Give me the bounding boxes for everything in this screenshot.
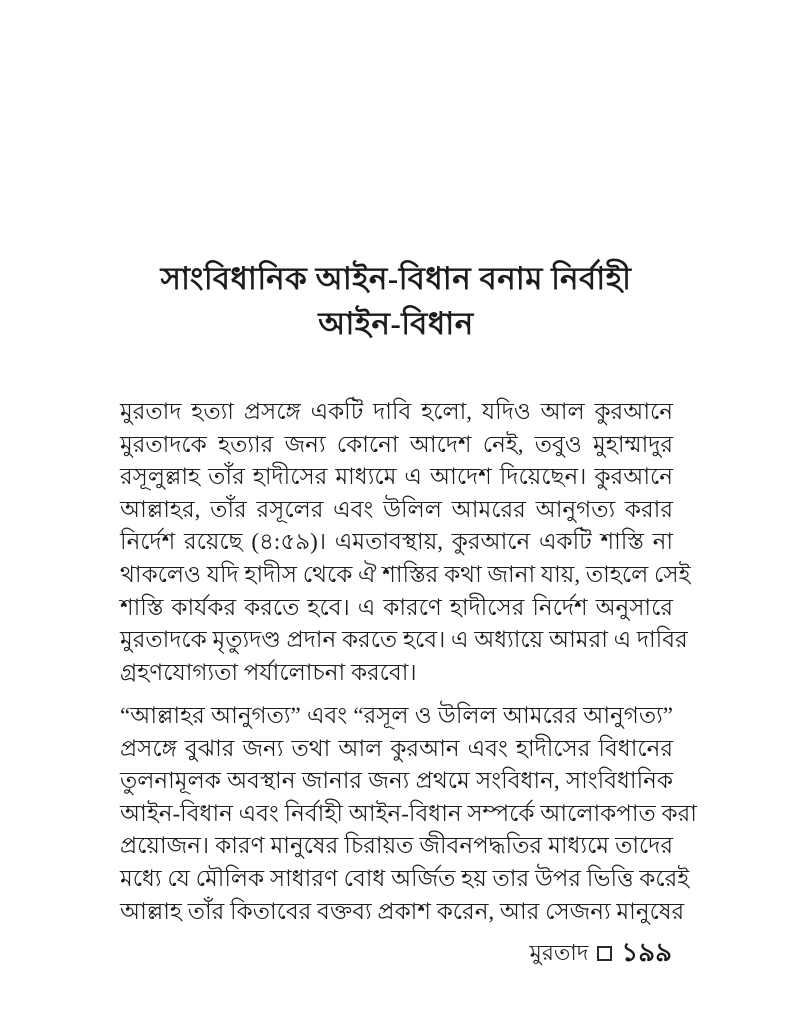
chapter-title — [118, 256, 674, 346]
footer-book-title: মুরতাদ — [529, 940, 589, 965]
square-icon — [597, 946, 612, 961]
paragraph-2 — [120, 700, 697, 928]
paragraph-1 — [120, 396, 691, 689]
text-line: আল্লাহ তাঁর কিতাবের বক্তব্য প্রকাশ করেন, আর সেজন্য মানুষের — [120, 898, 685, 924]
text-line: রসূলুল্লাহ তাঁর হাদীসের মাধ্যমে এ আদেশ দিয়েছেন। কুরআনে — [120, 464, 673, 490]
page-footer — [530, 938, 672, 968]
text-line: মুরতাদকে হত্যার জন্য কোনো আদেশ নেই, তবুও মুহাম্মাদুর — [120, 431, 673, 457]
text-line: শাস্তি কার্যকর করতে হবে। এ কারণে হাদীসের নির্দেশ অনুসারে — [120, 594, 673, 620]
text-line: আল্লাহর, তাঁর রসূলের এবং উলিল আমরের আনুগত্য করার — [120, 496, 673, 522]
text-line: নির্দেশ রয়েছে (৪:৫৯)। এমতাবস্থায়, কুরআনে একটি শাস্তি না — [120, 529, 673, 555]
chapter-title-line-1: সাংবিধানিক আইন-বিধান বনাম নির্বাহী — [160, 261, 632, 296]
text-line: মুরতাদকে মৃত্যুদণ্ড প্রদান করতে হবে। এ অধ্যায়ে আমরা এ দাবির — [120, 627, 688, 653]
text-line: গ্রহণযোগ্যতা পর্যালোচনা করবো। — [120, 659, 417, 685]
text-line: আইন-বিধান এবং নির্বাহী আইন-বিধান সম্পর্কে আলোকপাত করা — [120, 800, 697, 826]
footer-page-number: ১৯৯ — [621, 938, 672, 967]
text-line: মুরতাদ হত্যা প্রসঙ্গে একটি দাবি হলো, যদিও আল কুরআনে — [120, 399, 673, 424]
text-line: মধ্যে যে মৌলিক সাধারণ বোধ অর্জিত হয় তার উপর ভিত্তি করেই — [120, 865, 690, 891]
text-line: প্রয়োজন। কারণ মানুষের চিরায়ত জীবনপদ্ধতির মাধ্যমে তাদের — [120, 833, 673, 859]
text-line: থাকলেও যদি হাদীস থেকে ঐ শাস্তির কথা জানা যায়, তাহলে সেই — [120, 561, 691, 587]
text-line: তুলনামূলক অবস্থান জানার জন্য প্রথমে সংবিধান, সাংবিধানিক — [120, 768, 673, 794]
chapter-title-line-2: আইন-বিধান — [318, 306, 474, 341]
text-line: প্রসঙ্গে বুঝার জন্য তথা আল কুরআন এবং হাদীসের বিধানের — [120, 735, 673, 761]
text-line: “আল্লাহর আনুগত্য” এবং “রসূল ও উলিল আমরের আনুগত্য” — [120, 703, 673, 728]
